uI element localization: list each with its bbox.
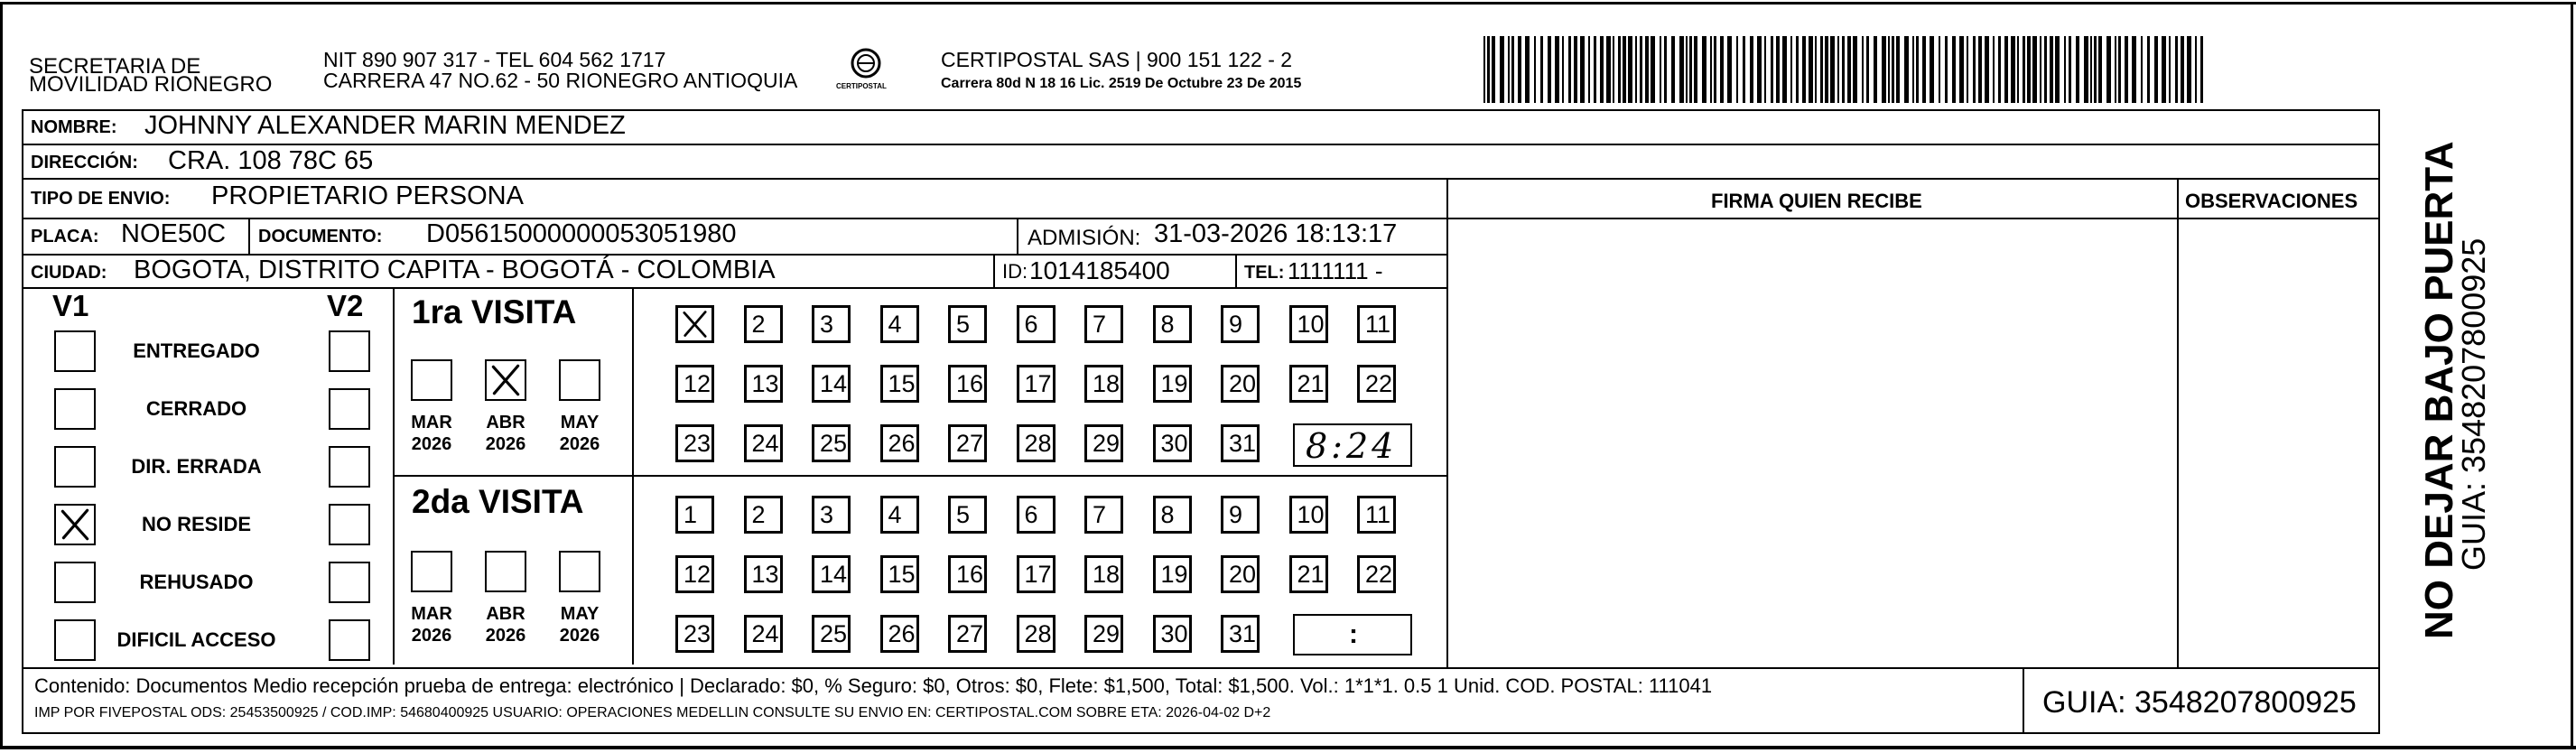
- day-box[interactable]: 2: [744, 496, 783, 534]
- status-label: ENTREGADO: [133, 339, 260, 362]
- day-box[interactable]: 10: [1289, 305, 1328, 343]
- day-box[interactable]: 22: [1357, 365, 1396, 403]
- company-line: CERTIPOSTAL SAS | 900 151 122 - 2: [941, 48, 1293, 71]
- x-mark-icon: [487, 361, 525, 399]
- col-divider: [993, 254, 995, 287]
- day-box[interactable]: 23: [675, 424, 714, 462]
- day-box[interactable]: 30: [1153, 424, 1192, 462]
- tipo-envio-value: PROPIETARIO PERSONA: [211, 181, 524, 210]
- firma-label: FIRMA QUIEN RECIBE: [1711, 190, 1922, 212]
- month-label: MAY: [560, 413, 600, 432]
- day-box[interactable]: 9: [1221, 305, 1260, 343]
- v1-label: V1: [52, 289, 89, 322]
- tel-value: 1111111 -: [1288, 257, 1383, 284]
- certipostal-logo: [834, 43, 897, 99]
- month-checkbox[interactable]: [559, 551, 600, 592]
- month-checkbox[interactable]: [559, 359, 600, 401]
- admision-label: ADMISIÓN:: [1028, 226, 1141, 250]
- content-line: Contenido: Documentos Medio recepción prueba de entrega: electrónico | Declarado: $0, % Seguro: $0, Otros: $0, Flete: $1,500, Total: $1,500. Vol.: 1*1*1. 0.5 1 Unid. COD. POSTAL: 111041: [34, 674, 1713, 697]
- day-box[interactable]: 26: [880, 424, 919, 462]
- direccion-value: CRA. 108 78C 65: [168, 146, 374, 175]
- day-box[interactable]: 6: [1017, 496, 1056, 534]
- day-box[interactable]: 16: [948, 555, 987, 593]
- day-box[interactable]: 28: [1017, 424, 1056, 462]
- documento-label: DOCUMENTO:: [258, 227, 383, 246]
- license-line: Carrera 80d N 18 16 Lic. 2519 De Octubre 23 De 2015: [941, 76, 1302, 91]
- id-label: ID:: [1002, 260, 1028, 283]
- month-checkbox[interactable]: [485, 359, 526, 401]
- day-box[interactable]: 14: [812, 555, 851, 593]
- page-bottom-border: [0, 746, 2576, 749]
- day-box[interactable]: 30: [1153, 615, 1192, 653]
- second-visit-time: :: [1349, 619, 1358, 649]
- page-right-border: [2571, 2, 2573, 748]
- day-box[interactable]: 25: [812, 615, 851, 653]
- placa-label: PLACA:: [31, 227, 99, 246]
- day-box[interactable]: 14: [812, 365, 851, 403]
- day-box[interactable]: 7: [1084, 496, 1123, 534]
- day-box[interactable]: 29: [1084, 424, 1123, 462]
- x-mark-icon: [678, 308, 711, 340]
- day-box[interactable]: 13: [744, 365, 783, 403]
- v2-checkbox[interactable]: [329, 562, 370, 603]
- col-divider: [1235, 254, 1237, 287]
- imp-line: IMP POR FIVEPOSTAL ODS: 25453500925 / COD.IMP: 54680400925 USUARIO: OPERACIONES MEDELLIN CONSULTE SU ENVIO EN: CERTIPOSTAL.COM SOBRE ETA: 2026-04-02 D+2: [34, 705, 1271, 720]
- day-box[interactable]: 28: [1017, 615, 1056, 653]
- address-line: CARRERA 47 NO.62 - 50 RIONEGRO ANTIOQUIA: [323, 69, 798, 92]
- day-box[interactable]: 11: [1357, 496, 1396, 534]
- ciudad-label: CIUDAD:: [31, 263, 107, 283]
- v2-checkbox[interactable]: [329, 504, 370, 545]
- footer-guia: GUIA: 3548207800925: [2042, 685, 2357, 720]
- status-label: REHUSADO: [139, 571, 254, 593]
- nit-line: NIT 890 907 317 - TEL 604 562 1717: [323, 48, 666, 71]
- day-box[interactable]: 3: [812, 305, 851, 343]
- day-box[interactable]: 20: [1221, 555, 1260, 593]
- day-box[interactable]: [675, 305, 714, 343]
- day-box[interactable]: 8: [1153, 496, 1192, 534]
- month-year: 2026: [559, 626, 600, 646]
- observaciones-label: OBSERVACIONES: [2185, 190, 2358, 212]
- day-box[interactable]: 1: [675, 496, 714, 534]
- day-box[interactable]: 2: [744, 305, 783, 343]
- observaciones-area[interactable]: [2181, 220, 2377, 666]
- nombre-label: NOMBRE:: [31, 117, 117, 137]
- admision-value: 31-03-2026 18:13:17: [1154, 219, 1398, 248]
- day-box[interactable]: 21: [1289, 555, 1328, 593]
- col-divider: [2023, 669, 2024, 734]
- day-box[interactable]: 12: [675, 555, 714, 593]
- month-label: MAR: [411, 604, 452, 624]
- day-box[interactable]: 5: [948, 496, 987, 534]
- col-divider: [1017, 218, 1018, 254]
- firma-area[interactable]: [1450, 220, 2175, 666]
- first-visit-time-box[interactable]: [1293, 423, 1412, 467]
- status-label: CERRADO: [145, 397, 247, 420]
- day-box[interactable]: 25: [812, 424, 851, 462]
- month-year: 2026: [411, 626, 452, 646]
- col-divider: [1446, 178, 1448, 667]
- day-box[interactable]: 7: [1084, 305, 1123, 343]
- day-box[interactable]: 10: [1289, 496, 1328, 534]
- logo-text: CERTIPOSTAL: [836, 82, 887, 90]
- ciudad-value: BOGOTA, DISTRITO CAPITA - BOGOTÁ - COLOMBIA: [134, 256, 776, 284]
- month-year: 2026: [559, 434, 600, 454]
- day-box[interactable]: 11: [1357, 305, 1396, 343]
- tel-label: TEL:: [1244, 263, 1285, 283]
- month-checkbox[interactable]: [485, 551, 526, 592]
- month-checkbox[interactable]: [411, 359, 452, 401]
- day-box[interactable]: 24: [744, 424, 783, 462]
- day-box[interactable]: 15: [880, 365, 919, 403]
- month-label: MAR: [411, 413, 452, 432]
- org-name-line1: SECRETARIA DE: [29, 54, 201, 79]
- v2-checkbox[interactable]: [329, 619, 370, 661]
- day-box[interactable]: 31: [1221, 424, 1260, 462]
- side-title: NO DEJAR BAJO PUERTA: [2417, 141, 2461, 639]
- status-label: DIR. ERRADA: [131, 455, 262, 478]
- day-box[interactable]: 31: [1221, 615, 1260, 653]
- day-box[interactable]: 19: [1153, 555, 1192, 593]
- day-box[interactable]: 17: [1017, 555, 1056, 593]
- row-divider: [1448, 218, 2380, 219]
- first-visit-title: 1ra VISITA: [412, 293, 577, 330]
- col-divider: [248, 218, 250, 254]
- day-box[interactable]: 5: [948, 305, 987, 343]
- second-visit-time-box[interactable]: [1293, 614, 1412, 655]
- month-year: 2026: [485, 434, 526, 454]
- day-box[interactable]: 21: [1289, 365, 1328, 403]
- day-box[interactable]: 15: [880, 555, 919, 593]
- month-checkbox[interactable]: [411, 551, 452, 592]
- col-divider: [2378, 144, 2380, 669]
- day-box[interactable]: 17: [1017, 365, 1056, 403]
- day-box[interactable]: 6: [1017, 305, 1056, 343]
- day-box[interactable]: 18: [1084, 365, 1123, 403]
- barcode: [1483, 36, 2208, 103]
- day-box[interactable]: 3: [812, 496, 851, 534]
- month-year: 2026: [411, 434, 452, 454]
- month-label: MAY: [560, 604, 600, 624]
- status-label: DIFICIL ACCESO: [116, 628, 276, 651]
- day-box[interactable]: 4: [880, 305, 919, 343]
- row-divider: [393, 475, 1447, 477]
- month-label: ABR: [486, 413, 525, 432]
- day-box[interactable]: 8: [1153, 305, 1192, 343]
- direccion-label: DIRECCIÓN:: [31, 153, 138, 172]
- documento-value: D05615000000053051980: [426, 219, 737, 248]
- side-guia: GUIA: 3548207800925: [2455, 237, 2492, 571]
- day-box[interactable]: 23: [675, 615, 714, 653]
- day-box[interactable]: 13: [744, 555, 783, 593]
- nombre-value: JOHNNY ALEXANDER MARIN MENDEZ: [144, 111, 626, 140]
- row-divider: [22, 144, 2380, 145]
- col-divider: [2177, 178, 2179, 667]
- org-name-line2: MOVILIDAD RIONEGRO: [29, 72, 273, 97]
- placa-value: NOE50C: [121, 219, 227, 248]
- row-divider: [22, 178, 2380, 180]
- day-box[interactable]: 20: [1221, 365, 1260, 403]
- row-divider: [22, 287, 1448, 289]
- page-top-border: [0, 2, 2576, 5]
- day-box[interactable]: 19: [1153, 365, 1192, 403]
- v2-checkbox[interactable]: [329, 330, 370, 372]
- day-box[interactable]: 26: [880, 615, 919, 653]
- day-box[interactable]: 27: [948, 615, 987, 653]
- first-visit-time: 8:24: [1306, 426, 1398, 466]
- id-value: 1014185400: [1029, 256, 1170, 284]
- day-box[interactable]: 16: [948, 365, 987, 403]
- day-box[interactable]: 12: [675, 365, 714, 403]
- status-label: NO RESIDE: [141, 513, 252, 535]
- day-box[interactable]: 18: [1084, 555, 1123, 593]
- month-year: 2026: [485, 626, 526, 646]
- day-box[interactable]: 27: [948, 424, 987, 462]
- v2-checkbox[interactable]: [329, 446, 370, 488]
- month-label: ABR: [486, 604, 525, 624]
- footer-divider: [22, 667, 2380, 669]
- day-box[interactable]: 29: [1084, 615, 1123, 653]
- second-visit-title: 2da VISITA: [412, 483, 584, 520]
- v2-label: V2: [327, 289, 364, 322]
- day-box[interactable]: 4: [880, 496, 919, 534]
- day-box[interactable]: 24: [744, 615, 783, 653]
- day-box[interactable]: 22: [1357, 555, 1396, 593]
- v2-checkbox[interactable]: [329, 388, 370, 430]
- day-box[interactable]: 9: [1221, 496, 1260, 534]
- tipo-envio-label: TIPO DE ENVIO:: [31, 189, 171, 209]
